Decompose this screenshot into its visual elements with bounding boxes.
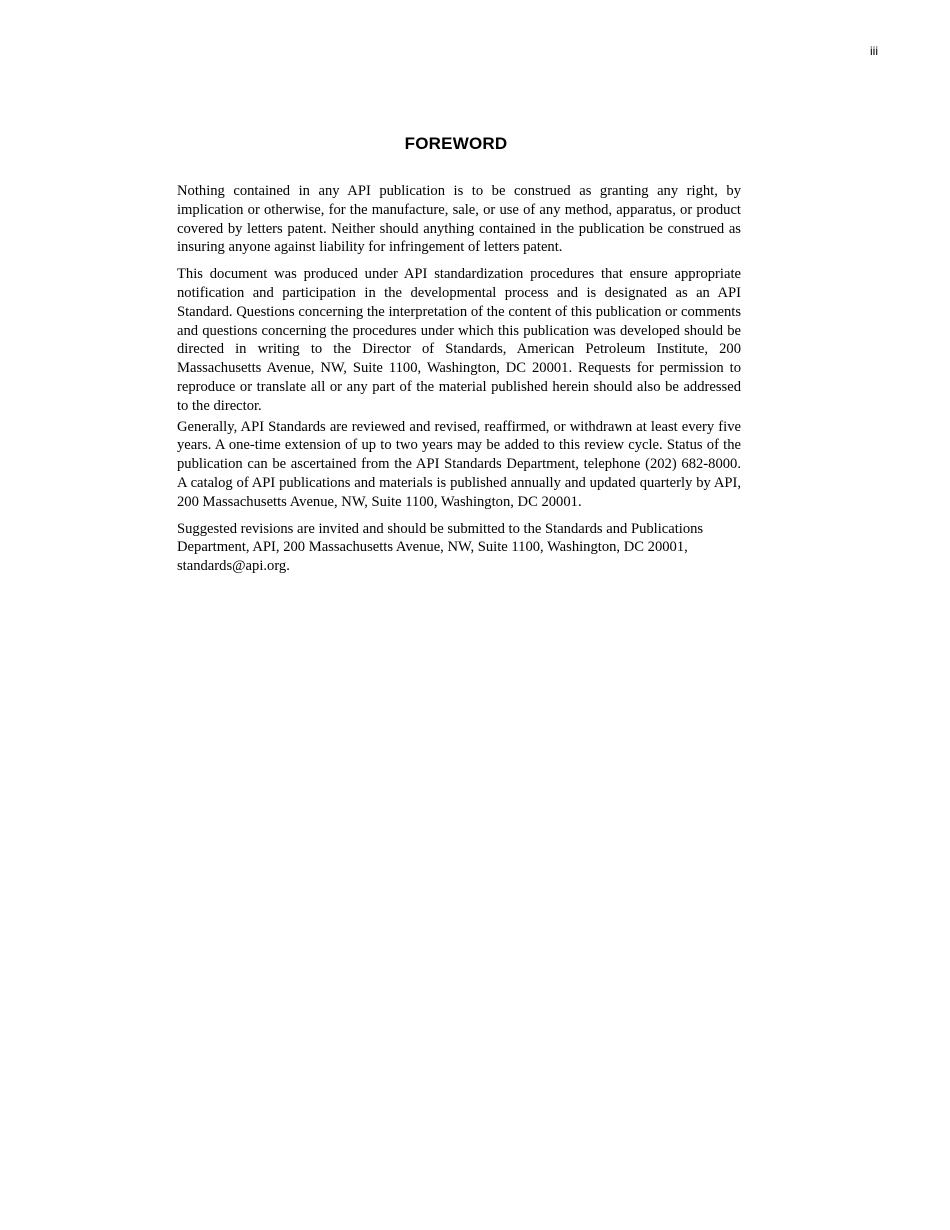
foreword-body (177, 182, 741, 576)
paragraph-suggested-revisions: Suggested revisions are invited and should be submitted to the Standards and Publications Department, API, 200 Massachusetts Avenue, NW, Suite 1100, Washington, DC 20001, standards@api.org. (177, 520, 704, 575)
paragraph-patent-disclaimer: Nothing contained in any API publication is to be construed as granting any right, by implication or otherwise, for the manufacture, sale, or use of any method, apparatus, or product covered by letters patent. Neither should anything contained in the publication be construed as insuring anyone against liability for infringement of letters patent. (177, 183, 741, 256)
page-number: iii (870, 44, 878, 58)
page-title: FOREWORD (404, 134, 508, 153)
paragraph-standardization-procedures: This document was produced under API standardization procedures that ensure appropriate notification and participation in the developmental process and is designated as an API Standard. Questions concerning the interpretation of the content of this publication or comments and questions concerning the procedures under which this publication was developed should be directed in writing to the Director of Standards, American Petroleum Institute, 200 Massachusetts Avenue, NW, Suite 1100, Washington, DC 20001. Requests for permission to reproduce or translate all or any part of the material published herein should also be addressed to the director. (177, 266, 741, 414)
paragraph-review-cycle: Generally, API Standards are reviewed and revised, reaffirmed, or withdrawn at least every five years. A one-time extension of up to two years may be added to this review cycle. Status of the publication can be ascertained from the API Standards Department, telephone (202) 682-8000. A catalog of API publications and materials is published annually and updated quarterly by API, 200 Massachusetts Avenue, NW, Suite 1100, Washington, DC 20001. (177, 418, 741, 510)
